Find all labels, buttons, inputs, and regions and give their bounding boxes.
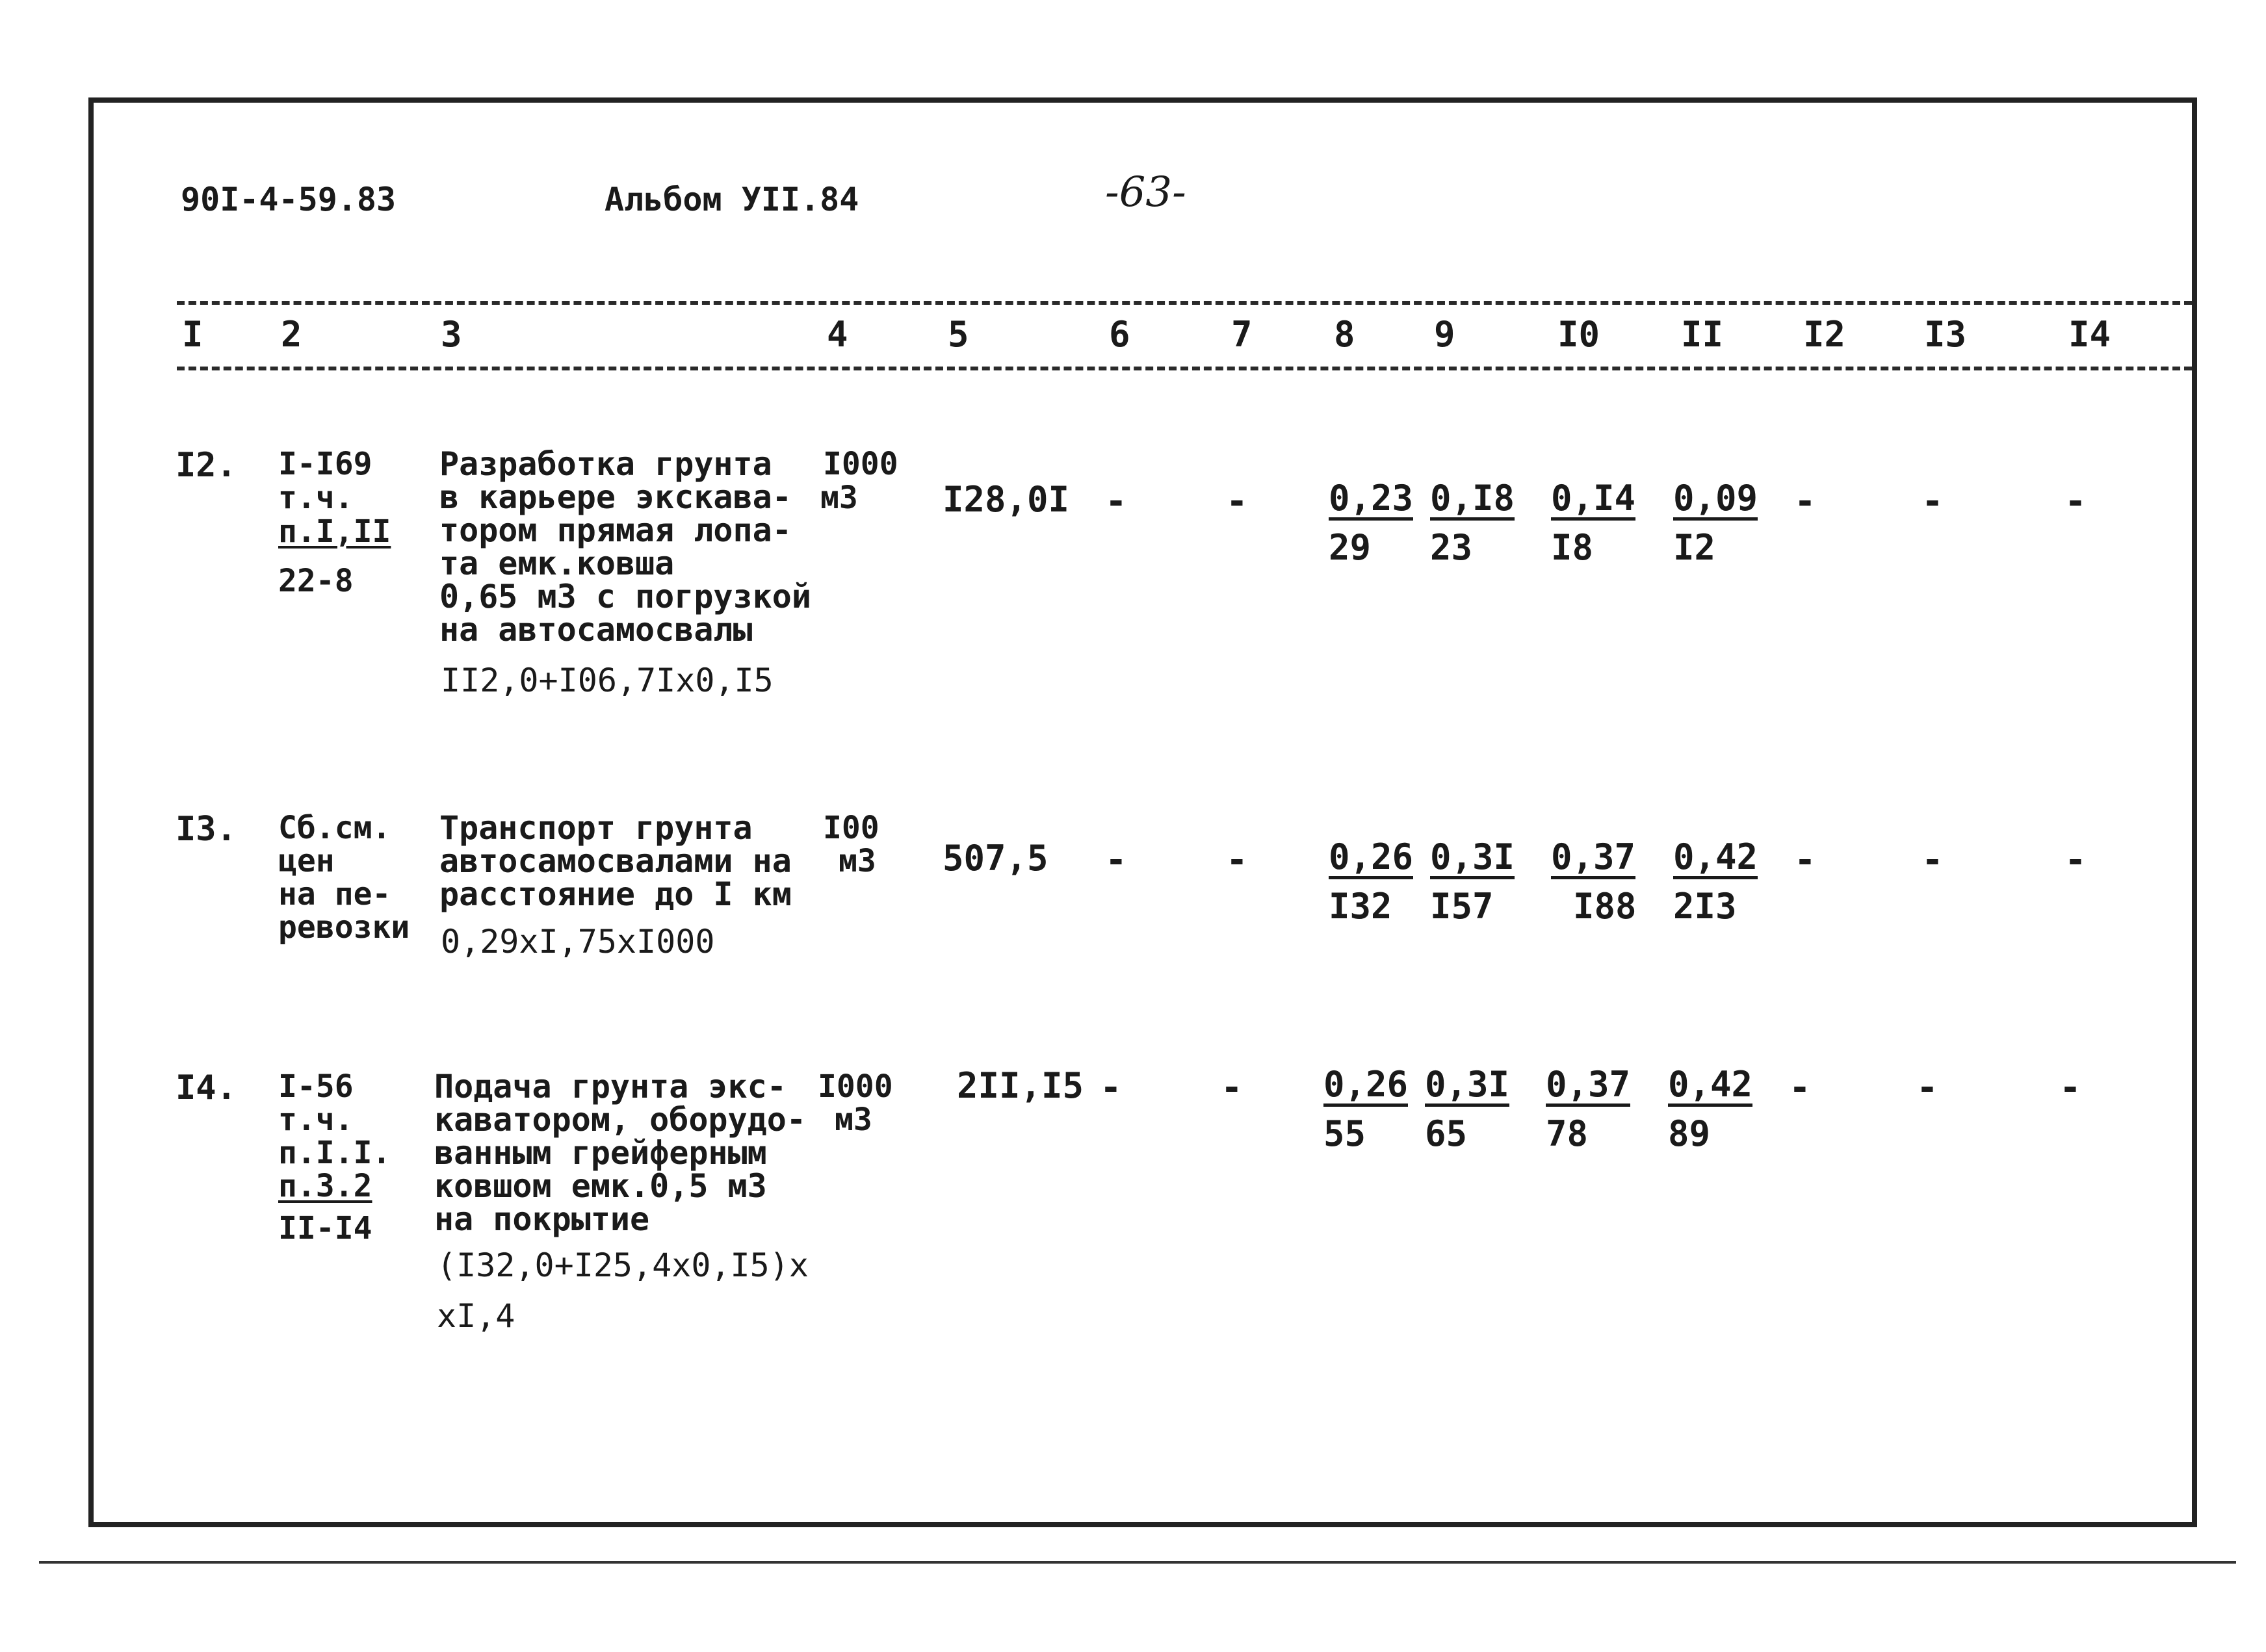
- description-line: на автосамосвалы: [439, 611, 753, 649]
- quantity: I28,0I: [943, 479, 1070, 520]
- column-number: I0: [1557, 314, 1600, 355]
- reference-line: II-I4: [278, 1210, 372, 1246]
- unit-line: м3: [835, 1102, 872, 1138]
- reference-line: I-56: [278, 1068, 354, 1105]
- description-line: Транспорт грунта: [439, 809, 753, 847]
- album-label: Альбом УII.84: [605, 181, 859, 218]
- reference-line: 22-8: [278, 563, 354, 599]
- formula-line: xI,4: [437, 1297, 515, 1335]
- description-line: ковшом емк.0,5 м3: [434, 1167, 767, 1205]
- column-10-cost: I8: [1551, 527, 1594, 568]
- header-rule-bottom: [177, 367, 2192, 370]
- description-line: ванным грейферным: [434, 1134, 767, 1172]
- column-6-value: -: [1100, 1066, 1122, 1109]
- reference-line: т.ч.: [278, 480, 354, 516]
- row-number: I2.: [176, 446, 237, 485]
- column-number: I3: [1924, 314, 1967, 355]
- column-9-rate: 0,3I: [1425, 1067, 1509, 1107]
- column-9-rate: 0,I8: [1430, 481, 1515, 521]
- column-8-cost: 55: [1323, 1113, 1366, 1154]
- column-number: 6: [1109, 314, 1130, 355]
- column-12-value: -: [1794, 839, 1816, 881]
- column-8-rate: 0,26: [1329, 840, 1413, 879]
- reference-line: ревозки: [278, 909, 410, 946]
- quantity: 507,5: [943, 838, 1048, 879]
- formula-line: II2,0+I06,7Ix0,I5: [441, 662, 774, 699]
- reference-line: т.ч.: [278, 1102, 354, 1138]
- column-11-cost: I2: [1673, 527, 1716, 568]
- page-border: [88, 97, 2197, 1527]
- column-10-cost: I88: [1573, 886, 1637, 927]
- bottom-rule: [39, 1561, 2236, 1564]
- column-8-cost: 29: [1329, 527, 1372, 568]
- description-line: тором прямая лопа-: [439, 511, 792, 549]
- column-11-rate: 0,42: [1673, 840, 1758, 879]
- reference-line: п.3.2: [278, 1168, 372, 1204]
- page-number: -63-: [1105, 168, 1186, 216]
- column-number: I: [182, 314, 203, 355]
- reference-line: п.I,II: [278, 513, 391, 550]
- column-11-cost: 2I3: [1673, 886, 1737, 927]
- column-number: I2: [1803, 314, 1846, 355]
- column-14-value: -: [2064, 480, 2087, 523]
- column-9-cost: 65: [1425, 1113, 1468, 1154]
- unit-line: I000: [823, 446, 898, 482]
- column-number: 4: [827, 314, 848, 355]
- column-13-value: -: [1916, 1066, 1938, 1109]
- unit-line: I000: [818, 1068, 893, 1105]
- column-9-cost: 23: [1430, 527, 1473, 568]
- description-line: в карьере экскава-: [439, 478, 792, 516]
- column-13-value: -: [1921, 839, 1944, 881]
- column-9-rate: 0,3I: [1430, 840, 1515, 879]
- column-14-value: -: [2064, 839, 2087, 881]
- unit-line: I00: [823, 810, 879, 846]
- reference-line: цен: [278, 843, 335, 879]
- column-10-cost: 78: [1546, 1113, 1589, 1154]
- column-7-value: -: [1221, 1066, 1243, 1109]
- unit-line: м3: [839, 843, 876, 879]
- column-number: 7: [1231, 314, 1253, 355]
- column-number: 2: [281, 314, 302, 355]
- column-10-rate: 0,37: [1546, 1067, 1630, 1107]
- column-8-rate: 0,26: [1323, 1067, 1408, 1107]
- document-code: 90I-4-59.83: [181, 181, 397, 218]
- column-6-value: -: [1105, 480, 1127, 523]
- column-number: I4: [2068, 314, 2111, 355]
- column-8-cost: I32: [1329, 886, 1392, 927]
- column-number: 5: [948, 314, 969, 355]
- column-9-cost: I57: [1430, 886, 1494, 927]
- column-13-value: -: [1921, 480, 1944, 523]
- row-number: I4.: [176, 1068, 237, 1107]
- reference-line: Сб.см.: [278, 810, 391, 846]
- column-12-value: -: [1789, 1066, 1811, 1109]
- column-6-value: -: [1105, 839, 1127, 881]
- description-line: расстояние до I км: [439, 875, 792, 913]
- description-line: автосамосвалами на: [439, 842, 792, 880]
- reference-line: п.I.I.: [278, 1135, 391, 1171]
- column-number: II: [1681, 314, 1724, 355]
- column-7-value: -: [1226, 480, 1248, 523]
- column-number: 3: [441, 314, 462, 355]
- column-12-value: -: [1794, 480, 1816, 523]
- column-number: 9: [1434, 314, 1455, 355]
- description-line: Подача грунта экс-: [434, 1068, 787, 1105]
- description-line: 0,65 м3 с погрузкой: [439, 578, 811, 615]
- column-8-rate: 0,23: [1329, 481, 1413, 521]
- formula-line: (I32,0+I25,4x0,I5)x: [437, 1246, 809, 1284]
- description-line: на покрытие: [434, 1200, 650, 1238]
- reference-line: I-I69: [278, 446, 372, 482]
- quantity: 2II,I5: [957, 1065, 1084, 1106]
- column-11-rate: 0,09: [1673, 481, 1758, 521]
- header-rule-top: [177, 301, 2192, 305]
- description-line: каватором, оборудо-: [434, 1101, 806, 1139]
- formula-line: 0,29xI,75xI000: [441, 923, 715, 961]
- column-11-rate: 0,42: [1668, 1067, 1752, 1107]
- column-11-cost: 89: [1668, 1113, 1711, 1154]
- column-number: 8: [1334, 314, 1355, 355]
- column-7-value: -: [1226, 839, 1248, 881]
- reference-line: на пе-: [278, 876, 391, 912]
- unit-line: м3: [820, 480, 858, 516]
- description-line: та емк.ковша: [439, 545, 675, 582]
- column-14-value: -: [2059, 1066, 2081, 1109]
- column-10-rate: 0,37: [1551, 840, 1635, 879]
- row-number: I3.: [176, 810, 237, 849]
- description-line: Разработка грунта: [439, 445, 772, 483]
- column-10-rate: 0,I4: [1551, 481, 1635, 521]
